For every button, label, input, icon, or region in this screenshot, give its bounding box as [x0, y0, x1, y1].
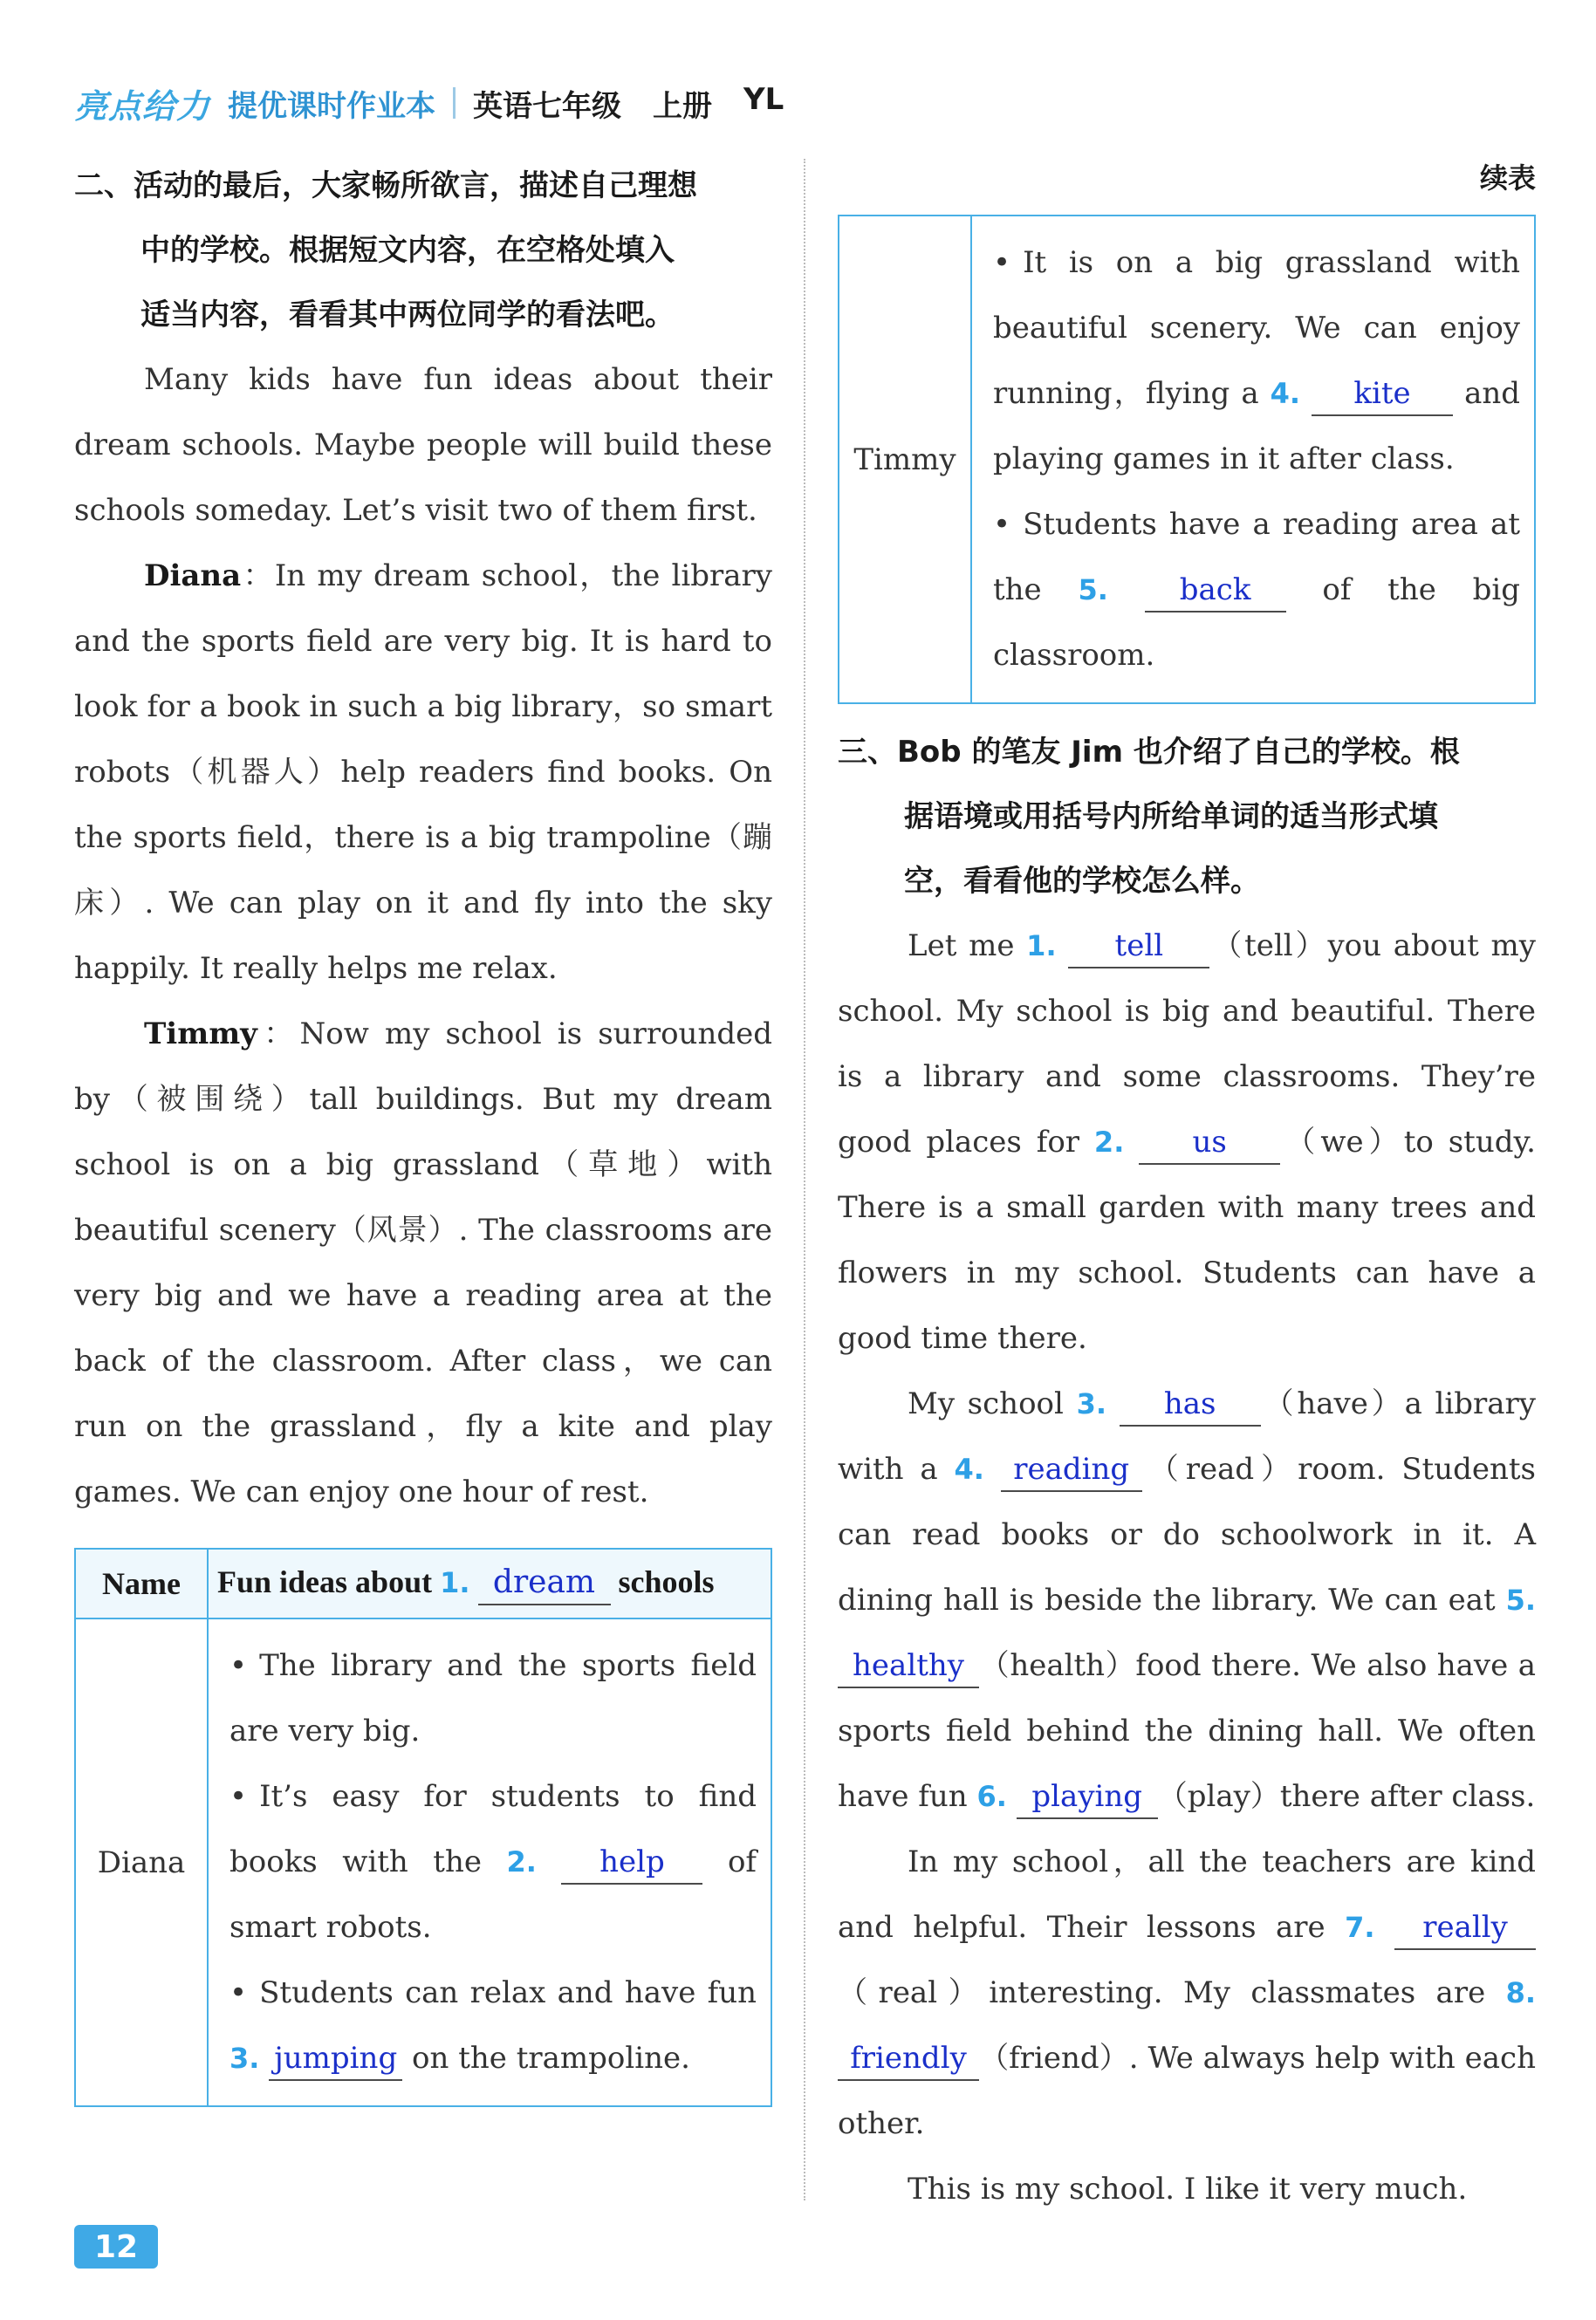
header-divider [453, 87, 456, 119]
p2-text-3: （read）room. Students can read books or do schoolwork in it. A dining hall is beside the library. We can eat [838, 1452, 1536, 1618]
timmy-ideas-list [972, 216, 1534, 702]
section-3-line-1: Bob 的笔友 Jim 也介绍了自己的学校。根 [897, 735, 1460, 770]
blank-number-3: 3. [1076, 1387, 1106, 1420]
continued-table-label: 续表 [1479, 161, 1536, 195]
diana-paragraph [74, 544, 772, 1002]
p1-text-3: （we）to study. There is a small garden with many trees and flowers in my school. Students can have a good time there. [838, 1125, 1536, 1356]
subject-label: 英语七年级 [473, 88, 622, 124]
answer-6: playing [1017, 1776, 1158, 1819]
p2-text-4: （health）food there. We also have a sports field behind the dining hall. We often have fun [838, 1648, 1536, 1814]
timmy-idea-2-pre: Students have a reading area at the [993, 507, 1520, 607]
left-column [74, 154, 772, 2107]
table-row [75, 1619, 771, 2106]
jim-paragraph-1 [838, 914, 1536, 1372]
section-2-line-3: 适当内容，看看其中两位同学的看法吧。 [140, 298, 675, 332]
blank-number-2: 2. [506, 1845, 537, 1879]
p2-text-5: （play）there after class. [1157, 1779, 1536, 1814]
diana-name: Diana [144, 558, 242, 593]
answer-2: help [561, 1841, 702, 1885]
p3-text-1: In my school，all the teachers are kind and helpful. Their lessons are [838, 1844, 1536, 1945]
ideas-table-continued [838, 215, 1536, 704]
answer-4: kite [1312, 373, 1453, 416]
jim-paragraph-3 [838, 1830, 1536, 2157]
blank-number-5: 5. [1078, 573, 1108, 606]
blank-number-7: 7. [1345, 1911, 1375, 1944]
col-ideas-post: schools [618, 1564, 715, 1599]
timmy-row-name: Timmy [839, 216, 971, 703]
diana-idea-3-post: on the trampoline. [412, 2041, 690, 2076]
blank-number-5: 5. [1505, 1584, 1536, 1617]
section-3-marker: 三、 [838, 735, 897, 770]
answer-8: friendly [838, 2037, 979, 2081]
diana-idea-2-post: of smart robots. [229, 1844, 757, 1945]
answer-3: has [1120, 1383, 1261, 1427]
diana-idea-1 [229, 1633, 757, 1764]
blank-number-8: 8. [1505, 1976, 1536, 2009]
col-name-header: Name [75, 1549, 208, 1619]
p2-text-2: （have）a library with a [838, 1386, 1537, 1487]
blank-number-3: 3. [229, 2042, 260, 2075]
timmy-text: ：Now my school is surrounded by（被围绕）tall buildings. But my dream school is on a big grassland（草地）with beautiful scenery（风景）. The classrooms are very big and we have a reading area at the back of the classroom. After class，we can run on the grassland，fly a kite and play games. We can enjoy one hour of rest. [74, 1016, 772, 1509]
timmy-ideas-cell [971, 216, 1535, 703]
answer-5: healthy [838, 1645, 979, 1688]
section-3-line-2: 据语境或用括号内所给单词的适当形式填 [904, 799, 1438, 834]
section-2-line-1: 活动的最后，大家畅所欲言，描述自己理想 [134, 168, 697, 203]
diana-text: ：In my dream school，the library and the sports field are very big. It is hard to look for a book in such a big library，so smart robots（机器人）help readers find books. On the sports field，there is a big trampoline（蹦床）. We can play on it and fly into the sky happily. It really helps me relax. [74, 558, 772, 986]
col-ideas-header [208, 1549, 771, 1619]
series-title: 提优课时作业本 [228, 88, 436, 124]
diana-idea-3 [229, 1961, 757, 2091]
answer-7: really [1394, 1906, 1536, 1950]
answer-2: us [1139, 1121, 1280, 1165]
diana-idea-3-pre: Students can relax and have fun [259, 1975, 757, 2010]
timmy-idea-1 [993, 230, 1520, 492]
table-row [839, 216, 1535, 703]
timmy-paragraph [74, 1002, 772, 1525]
page-header [74, 79, 784, 127]
timmy-name: Timmy [144, 1016, 257, 1051]
blank-number-6: 6. [976, 1780, 1007, 1813]
blank-number-1: 1. [440, 1566, 470, 1599]
book-info [473, 82, 784, 125]
right-column [838, 154, 1536, 2222]
blank-number-1: 1. [1026, 929, 1057, 962]
answer-4: reading [1001, 1448, 1142, 1492]
timmy-idea-2-post: of the big classroom. [993, 572, 1520, 673]
p2-text-1: My school [908, 1386, 1064, 1421]
brand-logo: 亮点给力 [74, 86, 211, 126]
section-2-line-2: 中的学校。根据短文内容，在空格处填入 [140, 233, 675, 268]
section-2-marker: 二、 [74, 168, 134, 203]
diana-idea-1-text: The library and the sports field are very big. [229, 1648, 757, 1749]
p3-text-2: （real）interesting. My classmates are [838, 1975, 1486, 2010]
ideas-table [74, 1548, 772, 2107]
section-3-line-3: 空，看看他的学校怎么样。 [904, 864, 1260, 899]
answer-5: back [1145, 569, 1286, 613]
timmy-idea-2 [993, 492, 1520, 688]
p1-text-2: （tell）you about my school. My school is big and beautiful. There is a library and some classrooms. They’re good places for [838, 928, 1536, 1160]
answer-3: jumping [269, 2037, 402, 2081]
col-ideas-pre: Fun ideas about [217, 1564, 433, 1599]
timmy-idea-1-post: and playing games in it after class. [993, 376, 1520, 476]
p1-text-1: Let me [908, 928, 1015, 963]
diana-ideas-list [209, 1619, 771, 2105]
jim-paragraph-2 [838, 1372, 1536, 1830]
answer-1: tell [1068, 925, 1209, 968]
table-header-row [75, 1549, 771, 1619]
diana-ideas-cell [208, 1619, 771, 2106]
timmy-idea-1-pre: It is on a big grassland with beautiful scenery. We can enjoy running，flying a [993, 245, 1520, 411]
blank-number-4: 4. [954, 1453, 984, 1486]
answer-1: dream [478, 1562, 611, 1605]
edition-label: YL [743, 81, 784, 117]
blank-number-2: 2. [1093, 1126, 1125, 1159]
intro-paragraph: Many kids have fun ideas about their dream schools. Maybe people will build these schools someday. Let’s visit two of them first. [74, 362, 772, 528]
blank-number-4: 4. [1270, 377, 1301, 410]
jim-paragraph-4: This is my school. I like it very much. [908, 2172, 1468, 2207]
section-3-instructions [838, 720, 1536, 914]
page-number: 12 [74, 2225, 158, 2269]
diana-idea-2-pre: It’s easy for students to find books with the [229, 1779, 757, 1879]
column-divider [804, 159, 805, 2200]
diana-row-name: Diana [75, 1619, 208, 2106]
section-2-instructions [74, 154, 772, 347]
volume-label: 上册 [653, 88, 713, 124]
diana-idea-2 [229, 1764, 757, 1961]
p3-text-3: （friend）. We always help with each other. [838, 2041, 1536, 2141]
